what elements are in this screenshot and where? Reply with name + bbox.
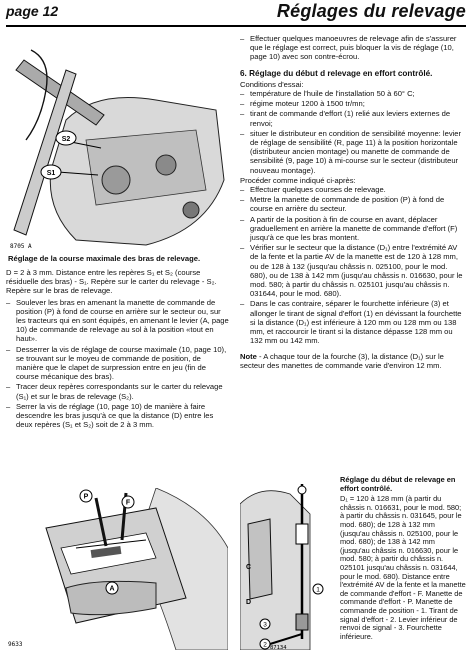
- note-label: Note: [240, 351, 257, 361]
- label-c: C: [246, 564, 252, 571]
- conditions-list: [240, 89, 466, 175]
- list-item: – A partir de la position à fin de course en avant, déplacer graduellement en arrière la manette de commande d'effort (F) jusqu'à ce que les bras montent.: [240, 215, 466, 243]
- list-item: – Effectuer quelques manoeuvres de relevage afin de s'assurer que le réglage est correct, puis bloquer la vis de réglage (10, page 10) avec son contre-écrou.: [240, 34, 466, 62]
- page-header: [6, 3, 466, 23]
- intro-list: [240, 34, 466, 62]
- list-item: – Vérifier sur le secteur que la distance (D₁) entre l'extrémité AV de la fente et la partie AV de la manette est de 120 à 128 mm, ou de 128 à 132 (jusqu'au châssis n. 025100, pour le mod. 680), ou de 138 à 142 mm (jusqu'au châssis n. 016630, pour le mod. 580; à partir du châssis n. 025101 jusqu'au châssis n. 031644, pour le mod. 680).: [240, 243, 466, 298]
- list-item: – situer le distributeur en condition de sensibilité moyenne: levier de réglage de sensibilité (R, page 11) à la position horizontale (distributeur ancien montage) ou manette de commande de sensibilité (9, page 10) à mi-course sur le secteur (distributeur nouveau montage).: [240, 129, 466, 175]
- list-item: – Serrer la vis de réglage (10, page 10) de manière à faire descendre les bras jusqu'à ce que la distance (D) entre les deux repères (S₁ et S₂) soit de 2 à 3 mm.: [6, 402, 230, 430]
- figure3-caption: [340, 476, 466, 641]
- figure3-caption-title: Réglage du début de relevage en effort contrôlé.: [340, 475, 456, 493]
- note-paragraph: [240, 352, 466, 370]
- figure-effort-linkage: [240, 474, 338, 650]
- left-steps-list: [6, 298, 230, 430]
- label-1: 1: [316, 586, 320, 594]
- list-item: – Mettre la manette de commande de position (P) à fond de course en arrière du secteur.: [240, 195, 466, 213]
- figure3-caption-body: D₁ = 120 à 128 mm (à partir du châssis n. 016631, pour le mod. 580; à partir du châssis n. 031645, pour le mod. 680); de 128 à 132 mm (jusqu'au châssis n. 025100, pour le mod. 680); de 138 à 142 mm (jusqu'au châssis n. 016630, pour le mod. 580; à partir du châssis n. 025101 jusqu'au châssis n. 031644, pour le mod. 680). Distance entre l'extrémité AV de la fente et la manette de commande d'effort - F. Manette de commande d'effort - P. Manette de commande de position - 1. Tirant de signal d'effort - 2. Levier inférieur de renvoi de signal - 3. Fourchette inférieure.: [340, 494, 466, 641]
- procedure-title: Procéder comme indiqué ci-après:: [240, 175, 356, 185]
- header-rule: [6, 25, 466, 27]
- label-a: A: [109, 585, 115, 593]
- list-item: – Soulever les bras en amenant la manette de commande de position (P) à fond de course en arrière sur le secteur ou, sur les tracteurs qui en sont équipés, en amenant le levier (A, page 10) de commande de relevage au sol à la position «tout en haut».: [6, 298, 230, 344]
- list-item: – Dans le cas contraire, séparer le fourchette inférieure (3) et allonger le tirant de signal d'effort (1) en dévissant la fourchette si la distance (D₁) est inférieure à 120 mm ou 128 mm ou 138 mm, et raccourcir le tirant si la distance dépasse 128 mm ou 132 mm ou 142 mm.: [240, 299, 466, 345]
- conditions-title: Conditions d'essai:: [240, 79, 304, 89]
- figure1-code: 8705 A: [10, 243, 32, 250]
- right-text-column: [240, 34, 466, 372]
- page-number: page 12: [6, 3, 59, 19]
- list-item: – température de l'huile de l'installation 50 à 60° C;: [240, 89, 466, 98]
- figure3-code: 87134: [270, 645, 287, 650]
- control-levers-illustration: [6, 488, 228, 650]
- formula-text: D = 2 à 3 mm. Distance entre les repères S₁ et S₂ (course résiduelle des bras) - S₁. Repère sur le carter du relevage - S₂. Repère sur le bras de relevage.: [6, 268, 217, 296]
- page-title: Réglages du relevage: [276, 1, 466, 21]
- label-p: P: [83, 493, 89, 501]
- left-text-column: [6, 268, 230, 430]
- section-heading: 6. Réglage du début d relevage en effort contrôlé.: [240, 68, 433, 78]
- figure-control-levers: [6, 488, 228, 650]
- list-item: – Effectuer quelques courses de relevage.: [240, 185, 466, 194]
- procedure-list: [240, 185, 466, 345]
- list-item: – Tracer deux repères correspondants sur le carter du relevage (S₁) et sur le bras de relevage (S₂).: [6, 382, 230, 400]
- label-d: D: [246, 599, 252, 606]
- figure2-code: 9633: [8, 641, 23, 648]
- note-text: - A chaque tour de la fourche (3), la distance (D₁) sur le secteur des manettes de commande varie d'environ 12 mm.: [240, 351, 444, 370]
- label-s1: S1: [46, 170, 56, 177]
- label-3: 3: [263, 621, 267, 629]
- label-s2: S2: [61, 136, 71, 143]
- figure1-caption: Réglage de la course maximale des bras de relevage.: [8, 254, 201, 263]
- list-item: – régime moteur 1200 à 1500 tr/mn;: [240, 99, 466, 108]
- lift-arm-illustration: [6, 30, 228, 252]
- figure-lift-arm: [6, 30, 228, 252]
- label-f: F: [125, 499, 131, 507]
- effort-linkage-illustration: [240, 474, 338, 650]
- label-2: 2: [263, 641, 267, 649]
- list-item: – tirant de commande d'effort (1) relié aux leviers externes de renvoi;: [240, 109, 466, 127]
- list-item: – Desserrer la vis de réglage de course maximale (10, page 10), se trouvant sur le moyeu de commande de position, de manière que le clapet de surpression entre en jeu (fin de course mécanique des bras).: [6, 345, 230, 382]
